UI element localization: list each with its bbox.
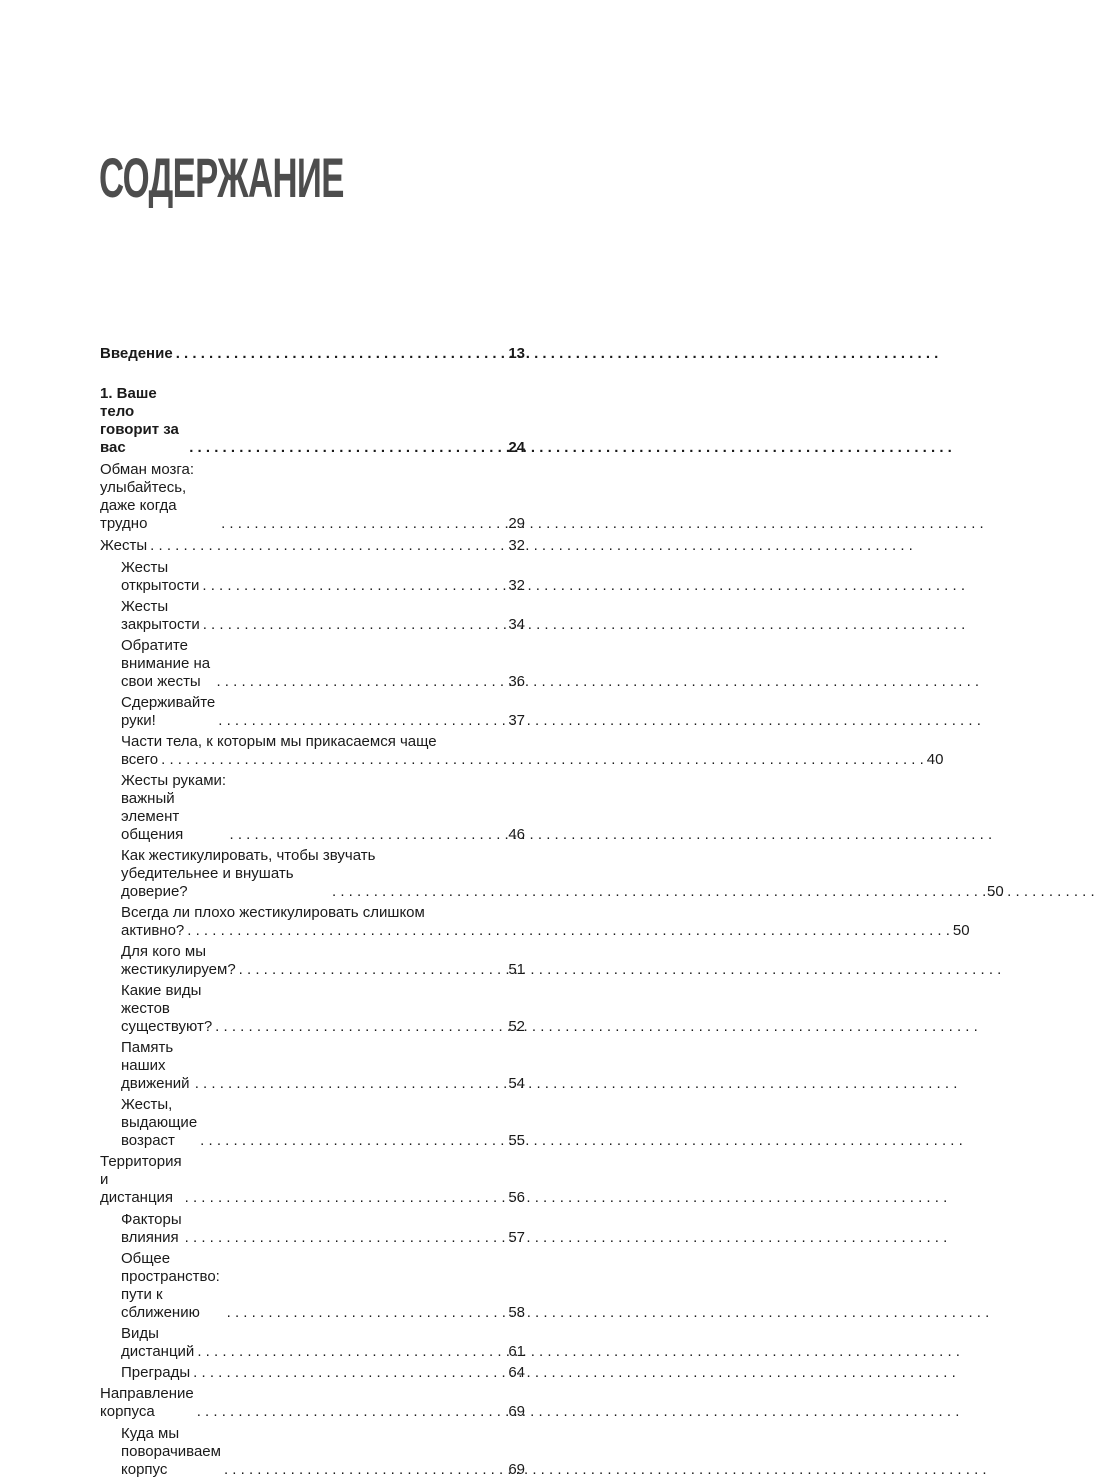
toc-entry-subsection [100,772,525,844]
dot-leader [229,826,505,844]
toc-entry-subsection [100,559,525,595]
toc-entry-page: 61 [508,1343,525,1360]
dot-leader [185,1229,506,1247]
toc-entry-title: Обман мозга: улыбайтесь, даже когда трудно [100,461,195,532]
toc-entry-page: 34 [508,616,525,633]
toc-entry-title-line2: активно? [121,922,185,939]
toc-entry-subsection [100,1425,525,1479]
toc-entry-page: 13 [508,345,525,362]
dot-leader [195,1075,506,1093]
toc-entry-subsection [100,1039,525,1093]
toc-entry-subsection [100,1325,525,1361]
dot-leader [216,673,505,691]
dot-leader [215,1018,505,1036]
toc-entry-title: Территория и дистанция [100,1153,182,1206]
toc-entry-subsection [100,1096,525,1150]
toc-entry-introduction [100,345,525,363]
toc-entry-page: 69 [508,1461,525,1478]
dot-leader [227,1304,506,1322]
toc-entry-title-line2: убедительнее и внушать доверие? [121,865,294,900]
toc-entry-title-line1: Части тела, к которым мы прикасаемся чаще [121,733,437,750]
dot-leader [187,922,950,940]
toc-entry-page: 40 [926,751,944,768]
toc-entry-subsection [100,847,1004,901]
toc-entry-title: Введение [100,345,173,362]
dot-leader [332,883,984,901]
toc-entry-title: Сдерживайте руки! [121,694,216,729]
dot-leader [239,961,506,979]
toc-entry-page: 57 [508,1229,525,1246]
toc-entry-page: 52 [508,1018,525,1035]
toc-entry-title: Жесты открытости [121,559,200,594]
page-title: СОДЕРЖАНИЕ [99,146,344,209]
toc-entry-subsection [100,1211,525,1247]
toc-entry-title-line1: Как жестикулировать, чтобы звучать [121,847,376,864]
dot-leader [221,515,505,533]
toc-entry-subsection [100,1364,525,1382]
toc-entry-subsection [100,637,525,691]
toc-entry-section [100,1153,525,1207]
table-of-contents [100,345,1004,1482]
toc-entry-page: 32 [508,577,525,594]
dot-leader [202,577,505,595]
dot-leader [161,751,924,769]
toc-entry-page: 54 [508,1075,525,1092]
toc-entry-page: 37 [508,712,525,729]
toc-entry-page: 24 [508,439,525,456]
dot-leader [218,712,505,730]
toc-entry-page: 69 [508,1403,525,1420]
dot-leader [189,439,505,457]
toc-entry-title: Для кого мы жестикулируем? [121,943,236,978]
toc-entry-title: Направление корпуса [100,1385,194,1420]
toc-entry-page: 29 [508,515,525,532]
toc-entry-title: 1. Ваше тело говорит за вас [100,385,179,456]
toc-entry-page: 64 [508,1364,525,1381]
dot-leader [176,345,506,363]
toc-entry-subsection [100,694,525,730]
dot-leader [185,1189,506,1207]
toc-entry-title: Жесты руками: важный элемент общения [121,772,227,843]
dot-leader [197,1403,506,1421]
toc-entry-title: Факторы влияния [121,1211,182,1246]
dot-leader [197,1343,505,1361]
toc-entry-page: 50 [986,883,1004,900]
toc-entry-title: Преграды [121,1364,191,1381]
toc-entry-title: Жесты [100,537,148,554]
toc-entry-title: Какие виды жестов существуют? [121,982,213,1035]
toc-entry-title: Память наших движений [121,1039,190,1092]
toc-entry-page: 36 [508,673,525,690]
toc-entry-page: 51 [508,961,525,978]
toc-entry-subsection [100,733,944,769]
dot-leader [150,537,505,555]
toc-entry-title: Куда мы поворачиваем корпус [121,1425,221,1478]
toc-entry-page: 58 [508,1304,525,1321]
toc-entry-page: 55 [508,1132,525,1149]
toc-entry-subsection [100,1250,525,1322]
dot-leader [193,1364,505,1382]
toc-entry-section [100,537,525,555]
toc-entry-section [100,1385,525,1421]
toc-entry-page: 46 [508,826,525,843]
dot-leader [224,1461,505,1479]
toc-entry-title: Виды дистанций [121,1325,195,1360]
toc-entry-title: Жесты закрытости [121,598,200,633]
dot-leader [203,616,506,634]
toc-entry-title-line2: всего [121,751,159,768]
dot-leader [200,1132,505,1150]
toc-entry-title: Жесты, выдающие возраст [121,1096,198,1149]
toc-entry-page: 32 [508,537,525,554]
toc-entry-chapter-1 [100,385,525,457]
toc-entry-title: Обратите внимание на свои жесты [121,637,211,690]
toc-entry-subsection [100,982,525,1036]
toc-entry-page: 56 [508,1189,525,1206]
toc-entry-title: Общее пространство: пути к сближению [121,1250,220,1321]
toc-entry-subsection [100,904,970,940]
toc-entry-subsection [100,943,525,979]
toc-entry-subsection [100,598,525,634]
toc-entry-title-line1: Всегда ли плохо жестикулировать слишком [121,904,425,921]
toc-entry-page: 50 [952,922,970,939]
toc-entry-section [100,461,525,533]
